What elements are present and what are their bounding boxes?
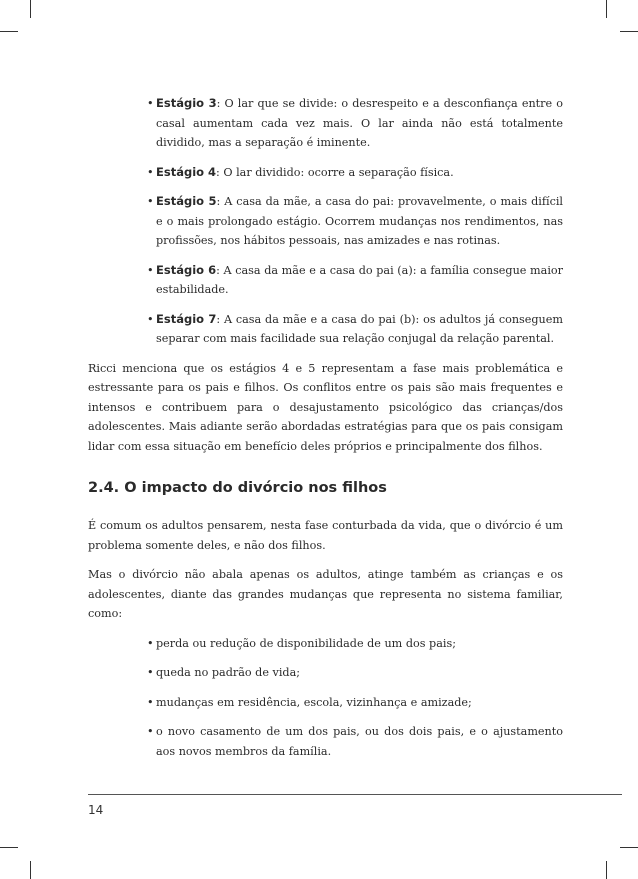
impact-item — [147, 722, 563, 761]
bullet: • — [147, 97, 154, 110]
crop-mark — [606, 0, 607, 18]
stage-item — [147, 163, 563, 183]
page-content — [88, 94, 563, 771]
page-number: 14 — [88, 803, 104, 817]
crop-mark — [0, 31, 18, 32]
bullet: • — [147, 263, 154, 277]
stage-label: Estágio 5 — [156, 194, 217, 208]
impact-text: o novo casamento de um dos pais, ou dos dois pais, e o ajustamento aos novos membros da família. — [156, 725, 563, 758]
stage-list — [147, 94, 563, 349]
stage-item — [147, 192, 563, 251]
stage-item — [147, 94, 563, 153]
stage-item — [147, 310, 563, 349]
impact-text: queda no padrão de vida; — [156, 666, 301, 679]
crop-mark — [606, 861, 607, 879]
section-heading: 2.4. O impacto do divórcio nos filhos — [88, 480, 387, 496]
stage-text: : A casa da mãe e a casa do pai (b): os adultos já conseguem separar com mais facilidade sua relação conjugal da relação parental. — [156, 312, 563, 345]
paragraph-body: Mas o divórcio não abala apenas os adultos, atinge também as crianças e os adolescentes, diante das grandes mudanças que representa no sistema familiar, como: — [88, 568, 563, 620]
stage-label: Estágio 4 — [156, 164, 217, 179]
paragraph-ricci: Ricci menciona que os estágios 4 e 5 representam a fase mais problemática e estressante para os pais e filhos. Os conflitos entre os pais são mais frequentes e intensos e contribuem para o desajustamento psicológico das crianças/dos adolescentes. Mais adiante serão abordadas estratégias para que os pais consigam lidar com essa situação em benefício deles próprios e principalmente dos filhos. — [88, 361, 563, 453]
crop-mark — [620, 847, 638, 848]
crop-mark — [30, 861, 31, 879]
stage-text: : A casa da mãe, a casa do pai: provavelmente, o mais difícil e o mais prolongado estágio. Ocorrem mudanças nos rendimentos, nas profissões, nos hábitos pessoais, nas amizades e nas rotinas. — [156, 195, 563, 247]
footer-rule — [88, 794, 622, 795]
crop-mark — [0, 847, 18, 848]
bullet: • — [147, 666, 154, 679]
stage-text: : A casa da mãe e a casa do pai (a): a família consegue maior estabilidade. — [156, 263, 563, 296]
stage-label: Estágio 3 — [156, 96, 217, 110]
impact-item — [147, 634, 563, 654]
bullet: • — [147, 195, 154, 208]
bullet: • — [147, 695, 154, 709]
stage-label: Estágio 7 — [156, 311, 217, 326]
impact-text: mudanças em residência, escola, vizinhança e amizade; — [156, 695, 472, 709]
crop-mark — [620, 31, 638, 32]
impact-item — [147, 693, 563, 713]
paragraph-body: É comum os adultos pensarem, nesta fase conturbada da vida, que o divórcio é um problema somente deles, e não dos filhos. — [88, 519, 563, 552]
impact-item — [147, 663, 563, 683]
impact-list — [147, 634, 563, 762]
stage-text: : O lar que se divide: o desrespeito e a desconfiança entre o casal aumentam cada vez mais. O lar ainda não está totalmente dividido, mas a separação é iminente. — [156, 97, 563, 149]
impact-text: perda ou redução de disponibilidade de um dos pais; — [156, 636, 456, 650]
stage-label: Estágio 6 — [156, 262, 217, 277]
bullet: • — [147, 725, 154, 738]
bullet: • — [147, 165, 154, 179]
bullet: • — [147, 636, 154, 650]
stage-text: : O lar dividido: ocorre a separação física. — [216, 165, 454, 179]
stage-item — [147, 261, 563, 300]
crop-mark — [30, 0, 31, 18]
bullet: • — [147, 312, 154, 326]
